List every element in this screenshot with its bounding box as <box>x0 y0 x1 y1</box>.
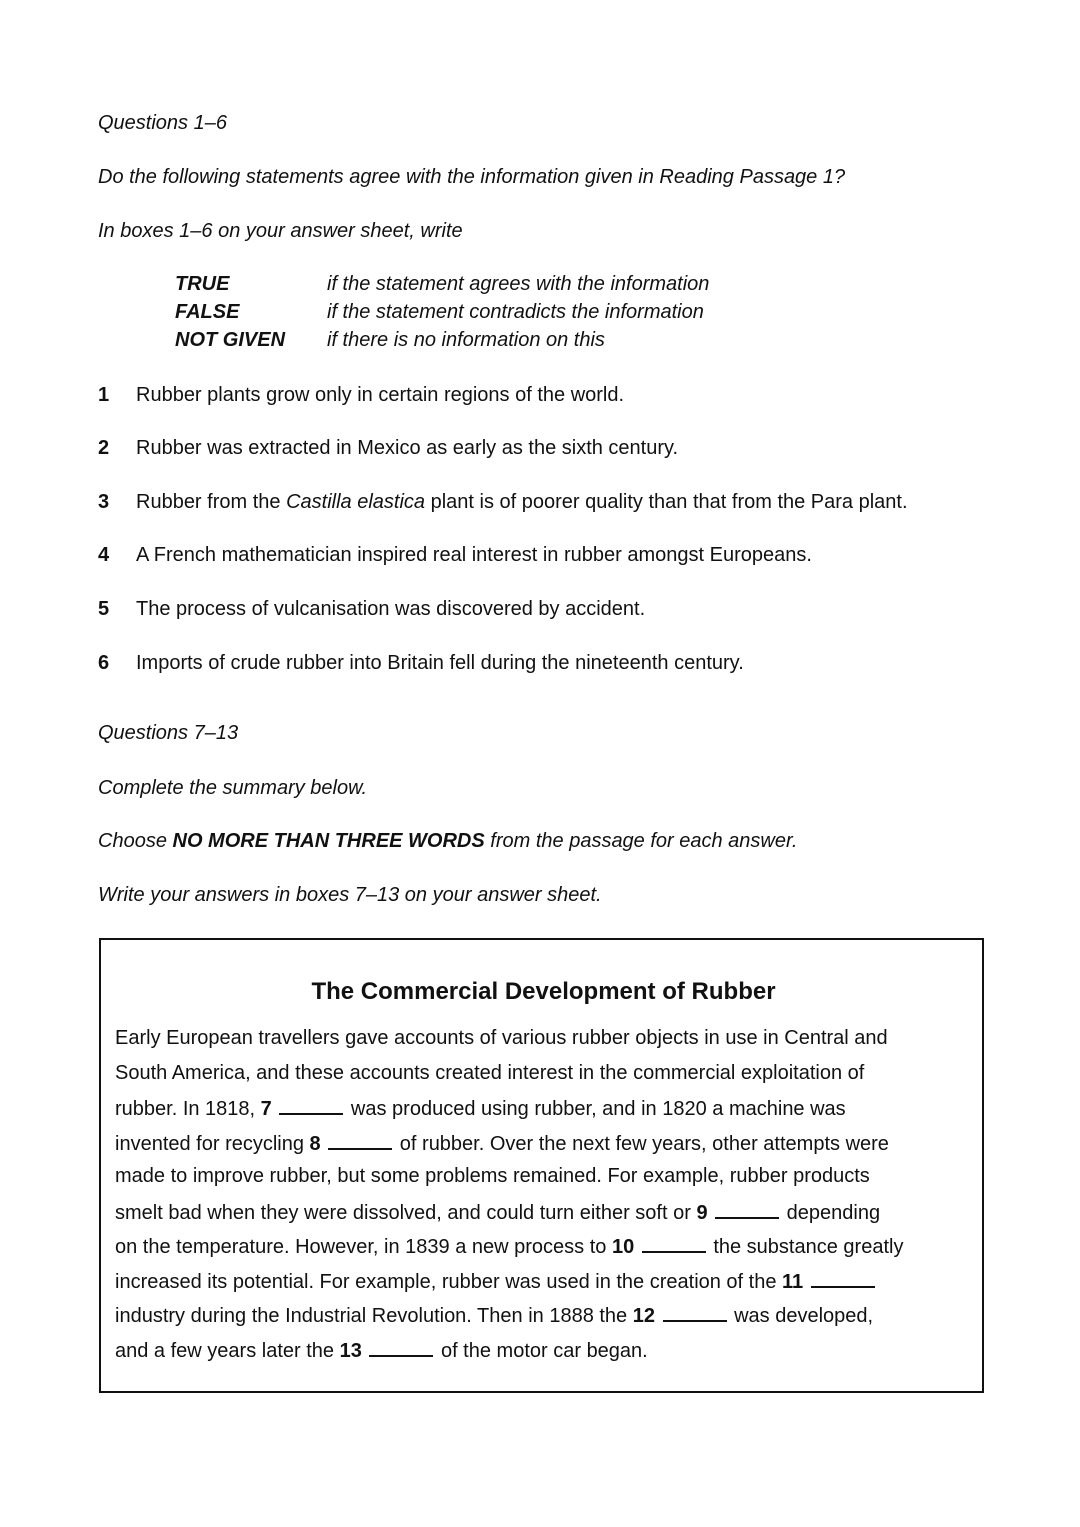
summary-line: made to improve rubber, but some problems remained. For example, rubber products <box>115 1165 870 1187</box>
summary-line <box>115 1302 873 1328</box>
gap-number-13: 13 <box>339 1340 362 1362</box>
statement-text: Rubber plants grow only in certain regions of the world. <box>136 384 625 406</box>
statement-number: 6 <box>98 652 110 674</box>
key-not-given: NOT GIVEN <box>175 329 286 351</box>
answer-gap-12 <box>663 1302 727 1322</box>
summary-text: on the temperature. However, in 1839 a new process to <box>115 1236 612 1258</box>
answer-gap-7 <box>279 1095 343 1115</box>
word-limit: NO MORE THAN THREE WORDS <box>172 830 485 852</box>
statement-text-after: plant is of poorer quality than that from the Para plant. <box>425 491 908 513</box>
key-not-given-definition: if there is no information on this <box>327 329 605 351</box>
instruction-choose-before: Choose <box>98 830 173 852</box>
summary-text: increased its potential. For example, rubber was used in the creation of the <box>115 1271 783 1293</box>
summary-line <box>115 1095 846 1121</box>
summary-text: of rubber. Over the next few years, other attempts were <box>394 1133 889 1155</box>
instruction-complete: Complete the summary below. <box>98 777 368 799</box>
answer-gap-13 <box>369 1337 433 1357</box>
statement-text: A French mathematician inspired real interest in rubber amongst Europeans. <box>136 544 812 566</box>
answer-gap-10 <box>642 1233 706 1253</box>
summary-line: South America, and these accounts created interest in the commercial exploitation of <box>115 1062 865 1084</box>
key-true: TRUE <box>175 273 230 295</box>
summary-title: The Commercial Development of Rubber <box>311 978 776 1005</box>
summary-text: of the motor car began. <box>435 1340 648 1362</box>
gap-number-11: 11 <box>782 1271 804 1293</box>
instruction-write: Write your answers in boxes 7–13 on your answer sheet. <box>98 884 602 906</box>
summary-line <box>115 1130 889 1156</box>
answer-gap-11 <box>811 1268 875 1288</box>
answer-gap-9 <box>715 1199 779 1219</box>
gap-number-7: 7 <box>260 1098 272 1120</box>
summary-text: was developed, <box>728 1305 874 1327</box>
summary-box <box>99 938 984 1393</box>
instruction-agree: Do the following statements agree with the information given in Reading Passage 1? <box>98 166 846 188</box>
key-false-definition: if the statement contradicts the information <box>327 301 704 323</box>
summary-line: Early European travellers gave accounts of various rubber objects in use in Central and <box>115 1027 888 1049</box>
key-true-definition: if the statement agrees with the information <box>327 273 710 295</box>
summary-text: smelt bad when they were dissolved, and could turn either soft or <box>115 1202 697 1224</box>
statement-number: 2 <box>98 437 110 459</box>
answer-gap-8 <box>328 1130 392 1150</box>
key-false: FALSE <box>175 301 240 323</box>
statement-text: The process of vulcanisation was discovered by accident. <box>136 598 646 620</box>
summary-line <box>115 1199 880 1225</box>
statement-text <box>136 490 908 514</box>
statement-number: 1 <box>98 384 110 406</box>
summary-text: the substance greatly <box>707 1236 904 1258</box>
gap-number-9: 9 <box>696 1202 708 1224</box>
gap-number-12: 12 <box>632 1305 655 1327</box>
summary-text: and a few years later the <box>115 1340 340 1362</box>
summary-text: industry during the Industrial Revolution. Then in 1888 the <box>115 1305 633 1327</box>
questions-1-6-heading: Questions 1–6 <box>98 112 227 134</box>
instruction-choose-after: from the passage for each answer. <box>484 830 798 852</box>
instruction-boxes: In boxes 1–6 on your answer sheet, write <box>98 220 463 242</box>
gap-number-8: 8 <box>309 1133 321 1155</box>
summary-text: rubber. In 1818, <box>115 1098 261 1120</box>
gap-number-10: 10 <box>611 1236 635 1258</box>
summary-text: depending <box>781 1202 881 1224</box>
statement-number: 4 <box>98 544 110 566</box>
species-name: Castilla elastica <box>286 491 426 513</box>
statement-text: Rubber was extracted in Mexico as early as the sixth century. <box>136 437 679 459</box>
instruction-choose <box>98 829 797 853</box>
statement-text: Imports of crude rubber into Britain fell during the nineteenth century. <box>136 652 744 674</box>
summary-line <box>115 1337 648 1363</box>
statement-number: 3 <box>98 491 110 513</box>
summary-text: invented for recycling <box>115 1133 310 1155</box>
statement-number: 5 <box>98 598 110 620</box>
summary-text: was produced using rubber, and in 1820 a machine was <box>345 1098 846 1120</box>
summary-line <box>115 1268 877 1294</box>
questions-7-13-heading: Questions 7–13 <box>98 722 239 744</box>
statement-text-before: Rubber from the <box>136 491 287 513</box>
summary-line <box>115 1233 903 1259</box>
